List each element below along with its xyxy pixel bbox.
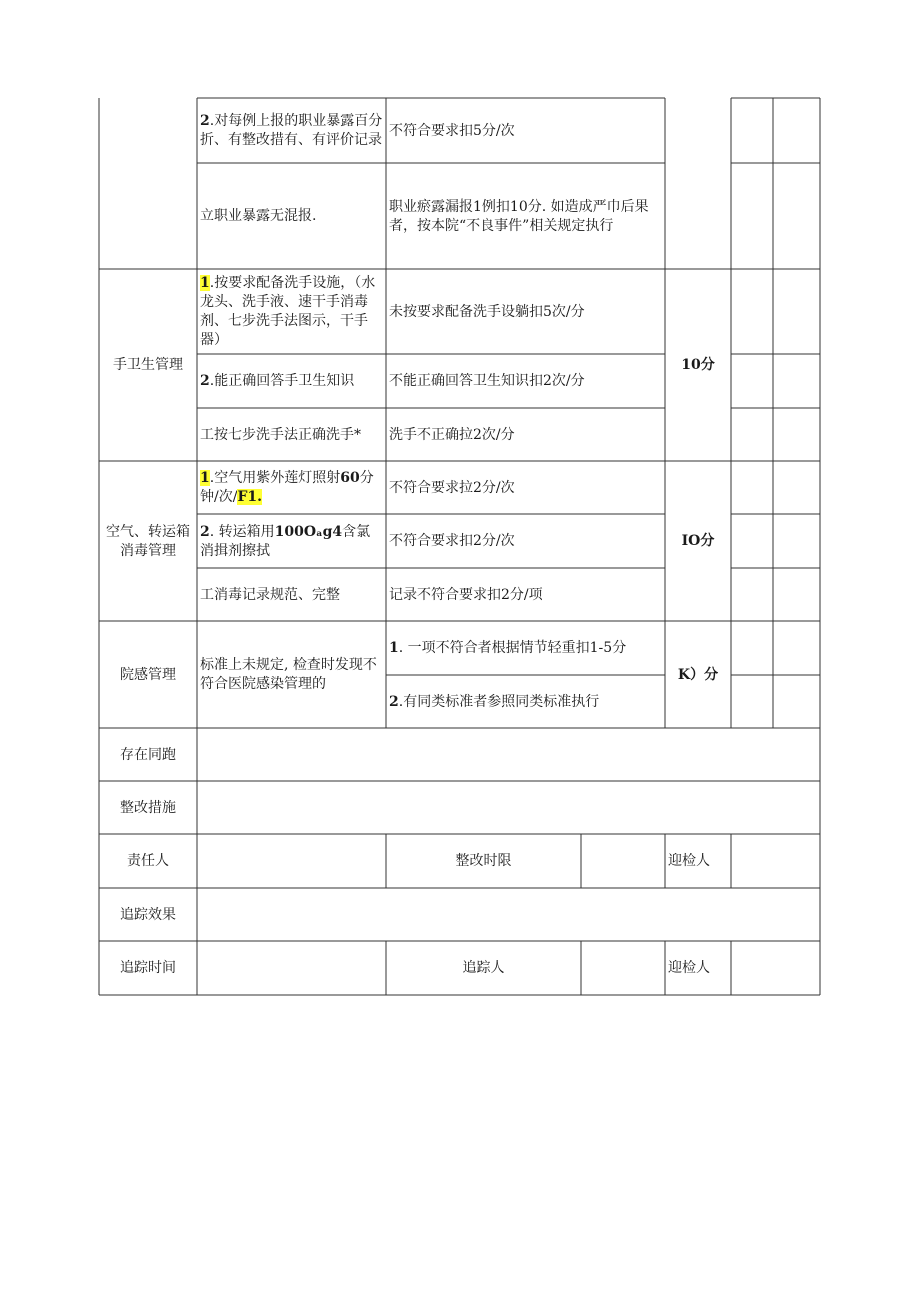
score-hand-hygiene: 10分	[681, 357, 715, 373]
item-transport-box: 2. 转运箱用100Oₐg4含氯消揖剂擦拭	[200, 523, 371, 559]
deduction-exposure-analysis: 不符合要求扣5分/次	[389, 122, 515, 139]
item-hand-facilities: 1.按要求配备洗手设施，（水龙头、洗手液、速干手消毒剂、七步洗手法图示，干手器）	[200, 275, 376, 348]
problems-field[interactable]	[198, 729, 819, 781]
tracker-field[interactable]	[582, 942, 664, 995]
deduction-transport-box: 不符合要求扣2分/次	[389, 533, 515, 549]
tracking-effect-field[interactable]	[198, 889, 819, 941]
deadline-field[interactable]	[582, 835, 664, 888]
deduction-uv-lamp: 不符合要求拉2分/次	[389, 479, 515, 496]
responsible-field[interactable]	[198, 835, 385, 888]
score-infection-management: K）分	[677, 666, 719, 683]
responsible-label: 责任人	[127, 853, 169, 869]
tracking-time-label: 追踪时间	[120, 960, 176, 976]
deduction-infection-2: 2.有同类标准者参照同类标准执行	[389, 693, 600, 710]
deduction-infection-1: 1. 一项不符合者根据情节轻重扣1-5分	[389, 640, 627, 656]
item-exposure-reporting: 立职业暴露无混报.	[200, 208, 317, 224]
item-hand-knowledge: 2.能正确回答手卫生知识	[200, 373, 355, 389]
inspected-field-2[interactable]	[732, 942, 819, 995]
item-uv-lamp: 1.空气用紫外莲灯照射60分钟/次/F1.	[200, 470, 374, 505]
category-air-disinfection: 空气、转运箱消毒管理	[106, 523, 190, 559]
category-infection-management: 院感管理	[120, 666, 176, 683]
inspected-field-1[interactable]	[732, 835, 819, 888]
deduction-hand-knowledge: 不能正确回答卫生知识扣2次/分	[389, 373, 585, 389]
deadline-label: 整改时限	[455, 853, 512, 869]
tracker-label: 追踪人	[462, 960, 505, 976]
measures-field[interactable]	[198, 782, 819, 834]
deduction-disinfection-records: 记录不符合要求扣2分/项	[389, 586, 543, 603]
item-hand-washing: 工按七步洗手法正确洗手*	[200, 426, 361, 443]
inspected-label-2: 迎检人	[668, 960, 710, 976]
problems-label: 存在同跑	[120, 746, 176, 763]
measures-label: 整改措施	[120, 799, 176, 816]
item-exposure-analysis: 2.对每例上报的职业暴露百分折、有整改措有、有评价记录	[200, 113, 383, 148]
category-hand-hygiene: 手卫生管理	[113, 357, 183, 373]
inspected-label-1: 迎检人	[668, 853, 710, 869]
deduction-hand-washing: 洗手不正确拉2次/分	[389, 426, 515, 443]
item-disinfection-records: 工消毒记录规范、完整	[200, 586, 340, 603]
tracking-time-field[interactable]	[198, 942, 385, 995]
item-infection-general: 标准上未规定, 检查时发现不符合医院感染管理的	[200, 657, 377, 692]
deduction-hand-facilities: 未按要求配备洗手设躺扣5次/分	[389, 303, 585, 320]
score-air-disinfection: IO分	[681, 533, 715, 549]
tracking-effect-label: 追踪效果	[120, 906, 176, 923]
deduction-exposure-reporting: 职业瘀露漏报1例扣10分. 如造成严巾后果者，按本院“不良事件”相关规定执行	[389, 198, 649, 234]
